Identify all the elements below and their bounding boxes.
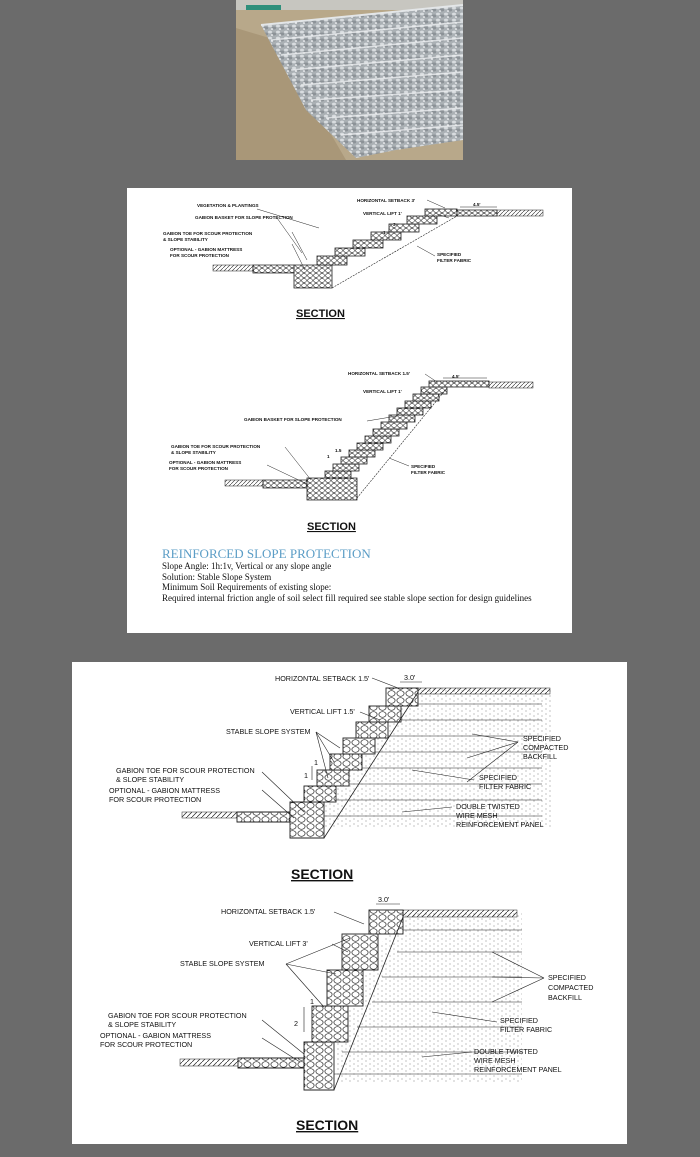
label-ratio-v: 1 <box>383 230 386 235</box>
diagram-d <box>100 895 593 1133</box>
diagram-c <box>109 673 568 882</box>
label-lift-d: VERTICAL LIFT 3' <box>249 939 308 948</box>
panel-stable-slope-system <box>72 662 627 1144</box>
label-backfill-c-2: COMPACTED <box>523 743 569 752</box>
label-width-d: 3.0' <box>378 895 390 904</box>
label-fabric-b-1: SPECIFIED <box>411 464 436 469</box>
label-fabric-b-2: FILTER FABRIC <box>411 470 446 475</box>
label-basket-b: GABION BASKET FOR SLOPE PROTECTION <box>244 417 342 422</box>
label-mat-d-2: FOR SCOUR PROTECTION <box>100 1040 193 1049</box>
label-width: 4.5' <box>473 202 481 207</box>
label-stable-c: STABLE SLOPE SYSTEM <box>226 727 311 736</box>
label-mesh-d-1: DOUBLE TWISTED <box>474 1047 538 1056</box>
label-toe-c-2: & SLOPE STABILITY <box>116 775 185 784</box>
label-fabric-1: SPECIFIED <box>437 252 462 257</box>
label-toe-1: GABION TOE FOR SCOUR PROTECTION <box>163 231 253 236</box>
label-ratio-h-b: 1.5 <box>335 448 342 453</box>
label-fabric-d-1: SPECIFIED <box>500 1016 538 1025</box>
label-mat-c-1: OPTIONAL - GABION MATTRESS <box>109 786 221 795</box>
label-backfill-c-1: SPECIFIED <box>523 734 561 743</box>
label-setback-d: HORIZONTAL SETBACK 1.5' <box>221 907 316 916</box>
gabion-slope-photo <box>236 0 463 160</box>
label-width-c: 3.0' <box>404 673 416 682</box>
label-backfill-d-2: COMPACTED <box>548 983 594 992</box>
label-mat-c-2: FOR SCOUR PROTECTION <box>109 795 202 804</box>
label-lift-c: VERTICAL LIFT 1.5' <box>290 707 355 716</box>
label-ratio-v-c: 1 <box>304 771 308 780</box>
label-ratio-v-b: 1 <box>327 454 330 459</box>
label-mat-b-1: OPTIONAL - GABION MATTRESS <box>169 460 242 465</box>
label-setback: HORIZONTAL SETBACK 3' <box>357 198 416 203</box>
label-ratio-v-d: 2 <box>294 1019 298 1028</box>
section-title-a: SECTION <box>296 308 345 320</box>
section-title-d: SECTION <box>296 1117 359 1133</box>
label-mat-d-1: OPTIONAL - GABION MATTRESS <box>100 1031 212 1040</box>
label-mesh-c-3: REINFORCEMENT PANEL <box>456 820 544 829</box>
label-stable-d: STABLE SLOPE SYSTEM <box>180 959 265 968</box>
label-mat-1: OPTIONAL - GABION MATTRESS <box>170 247 243 252</box>
diagram-a <box>163 198 543 320</box>
label-setback-b: HORIZONTAL SETBACK 1.5' <box>348 371 410 376</box>
note-line: Solution: Stable Slope System <box>162 571 272 582</box>
label-backfill-d-3: BACKFILL <box>548 993 582 1002</box>
label-ratio-h: 3 <box>393 222 396 227</box>
photo-illustration <box>236 0 463 160</box>
label-mesh-c-1: DOUBLE TWISTED <box>456 802 520 811</box>
heading-reinforced-slope: REINFORCED SLOPE PROTECTION <box>162 546 371 561</box>
diagram-b <box>169 371 533 533</box>
panel-slope-protection <box>127 188 572 633</box>
section-title-b: SECTION <box>307 521 356 533</box>
diagram-c-d <box>72 662 627 1144</box>
label-mat-b-2: FOR SCOUR PROTECTION <box>169 466 228 471</box>
label-fabric-c-1: SPECIFIED <box>479 773 517 782</box>
label-fabric-d-2: FILTER FABRIC <box>500 1025 553 1034</box>
label-vegetation: VEGETATION & PLANTINGS <box>197 203 259 208</box>
note-line: Minimum Soil Requirements of existing slope: <box>162 582 332 592</box>
label-toe-d-1: GABION TOE FOR SCOUR PROTECTION <box>108 1011 247 1020</box>
label-backfill-d-1: SPECIFIED <box>548 973 586 982</box>
label-toe-b-1: GABION TOE FOR SCOUR PROTECTION <box>171 444 261 449</box>
label-toe-2: & SLOPE STABILITY <box>163 237 208 242</box>
note-line: Slope Angle: 1h:1v, Vertical or any slope angle <box>162 561 332 571</box>
label-lift: VERTICAL LIFT 1' <box>363 211 402 216</box>
label-width-b: 4.5' <box>452 374 460 379</box>
label-ratio-h-c: 1 <box>314 758 318 767</box>
label-toe-c-1: GABION TOE FOR SCOUR PROTECTION <box>116 766 255 775</box>
note-line: Required internal friction angle of soil select fill required see stable slope section for design guidelines <box>162 592 532 603</box>
label-backfill-c-3: BACKFILL <box>523 752 557 761</box>
label-fabric-2: FILTER FABRIC <box>437 258 472 263</box>
label-ratio-h-d: 1 <box>310 997 314 1006</box>
label-basket: GABION BASKET FOR SLOPE PROTECTION <box>195 215 293 220</box>
label-mesh-d-3: REINFORCEMENT PANEL <box>474 1065 562 1074</box>
label-setback-c: HORIZONTAL SETBACK 1.5' <box>275 674 370 683</box>
label-toe-d-2: & SLOPE STABILITY <box>108 1020 177 1029</box>
design-notes <box>162 561 557 603</box>
label-fabric-c-2: FILTER FABRIC <box>479 782 532 791</box>
label-toe-b-2: & SLOPE STABILITY <box>171 450 216 455</box>
label-mat-2: FOR SCOUR PROTECTION <box>170 253 229 258</box>
label-mesh-d-2: WIRE MESH <box>474 1056 516 1065</box>
label-lift-b: VERTICAL LIFT 1' <box>363 389 402 394</box>
section-title-c: SECTION <box>291 866 354 882</box>
label-mesh-c-2: WIRE MESH <box>456 811 498 820</box>
